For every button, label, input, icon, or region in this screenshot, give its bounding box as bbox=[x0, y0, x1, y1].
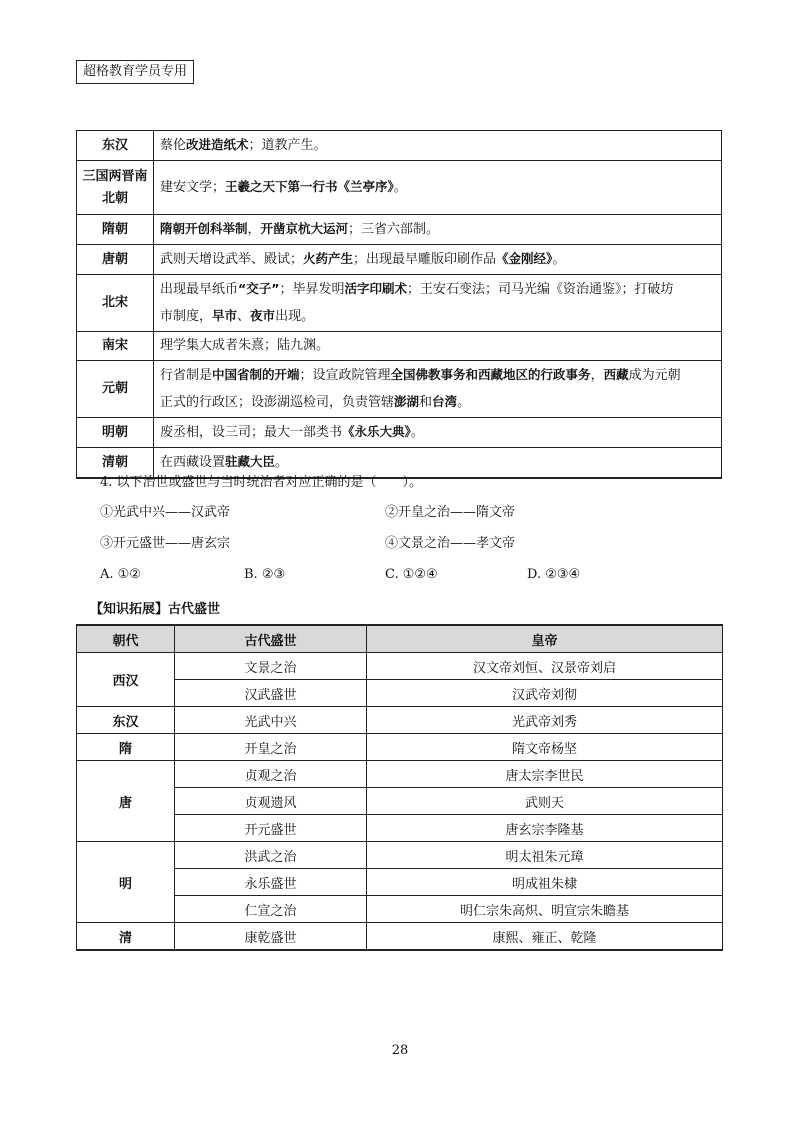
emphasis-text: 开凿京杭大运河 bbox=[260, 221, 349, 236]
dynasty-cell: 西汉 bbox=[77, 653, 175, 707]
emperor-cell: 唐玄宗李隆基 bbox=[367, 815, 723, 842]
achievement-text: 。 bbox=[410, 425, 424, 440]
achievement-text: ；道教产生。 bbox=[248, 138, 327, 153]
column-header-golden-age: 古代盛世 bbox=[175, 625, 367, 653]
achievement-line bbox=[160, 174, 715, 201]
table-row bbox=[77, 707, 723, 734]
question-item: ①光武中兴——汉武帝 bbox=[100, 505, 231, 520]
emphasis-text: 夜市 bbox=[250, 308, 276, 323]
golden-age-cell: 洪武之治 bbox=[175, 842, 367, 869]
emperor-cell: 武则天 bbox=[367, 788, 723, 815]
header-tag: 超格教育学员专用 bbox=[76, 60, 194, 84]
dynasty-cell: 南宋 bbox=[77, 332, 154, 361]
emperor-cell: 光武帝刘秀 bbox=[367, 707, 723, 734]
ancient-golden-ages-table bbox=[76, 624, 723, 951]
emphasis-text: 西藏 bbox=[603, 367, 629, 382]
achievement-line bbox=[160, 132, 715, 159]
section-title: 【知识拓展】古代盛世 bbox=[90, 602, 221, 617]
question-item: ④文景之治——孝文帝 bbox=[385, 536, 516, 551]
achievement-text: 。 bbox=[393, 180, 407, 195]
dynasty-cell: 元朝 bbox=[77, 361, 154, 418]
dynasty-cell: 隋朝 bbox=[77, 215, 154, 245]
emperor-cell: 汉武帝刘彻 bbox=[367, 680, 723, 707]
achievement-text: ；三省六部制。 bbox=[348, 222, 440, 237]
achievement-cell bbox=[154, 332, 722, 361]
answer-choice-c: C. ①②④ bbox=[385, 567, 438, 582]
achievement-text: ；毕昇发明 bbox=[279, 282, 345, 297]
achievement-line bbox=[160, 276, 715, 303]
golden-age-cell: 贞观之治 bbox=[175, 761, 367, 788]
dynasty-cell: 北宋 bbox=[77, 275, 154, 332]
achievement-line bbox=[160, 419, 715, 446]
achievement-text: 行省制是 bbox=[160, 368, 213, 383]
table-row bbox=[77, 842, 723, 869]
question-item: ③开元盛世——唐玄宗 bbox=[100, 536, 231, 551]
emphasis-text: 澎湖 bbox=[394, 394, 420, 409]
table-row bbox=[77, 761, 723, 788]
table-row bbox=[77, 215, 722, 245]
golden-age-cell: 开元盛世 bbox=[175, 815, 367, 842]
achievement-text: ；王安石变法；司马光编《资治通鉴》；打破坊 bbox=[406, 282, 674, 297]
emperor-cell: 唐太宗李世民 bbox=[367, 761, 723, 788]
achievement-text: 建安文学； bbox=[160, 180, 226, 195]
achievement-text: 在西藏设置 bbox=[160, 455, 226, 470]
emperor-cell: 明仁宗朱高炽、明宣宗朱瞻基 bbox=[367, 896, 723, 923]
achievement-line bbox=[160, 216, 715, 243]
table-row bbox=[77, 161, 722, 215]
golden-age-cell: 开皇之治 bbox=[175, 734, 367, 761]
emphasis-text: 《金刚经》 bbox=[496, 251, 553, 266]
dynasty-cell: 清 bbox=[77, 923, 175, 951]
dynasty-cell: 明朝 bbox=[77, 418, 154, 448]
answer-choice-a: A. ①② bbox=[100, 567, 141, 582]
emphasis-text: 隋朝开创科举制 bbox=[160, 221, 248, 236]
table-row bbox=[77, 734, 723, 761]
achievement-text: 成为元朝 bbox=[628, 368, 681, 383]
dynasty-cell: 唐 bbox=[77, 761, 175, 842]
achievement-text: ；设宣政院管理 bbox=[299, 368, 391, 383]
table-row bbox=[77, 245, 722, 275]
table-row bbox=[77, 361, 722, 418]
emphasis-text: 《永乐大典》 bbox=[342, 424, 411, 439]
emperor-cell: 明太祖朱元璋 bbox=[367, 842, 723, 869]
achievement-line bbox=[160, 333, 715, 359]
achievement-cell bbox=[154, 418, 722, 448]
achievement-text: 市制度， bbox=[160, 309, 213, 324]
emphasis-text: 早市 bbox=[212, 308, 238, 323]
table-row bbox=[77, 332, 722, 361]
emphasis-text: 全国佛教事务和西藏地区的行政事务 bbox=[390, 367, 591, 382]
achievement-text: 正式的行政区；设澎湖巡检司，负责管辖 bbox=[160, 395, 395, 410]
achievement-text: 。 bbox=[275, 455, 289, 470]
achievement-line bbox=[160, 389, 715, 416]
golden-age-cell: 仁宣之治 bbox=[175, 896, 367, 923]
achievement-text: 和 bbox=[419, 395, 433, 410]
emphasis-text: 驻藏大臣 bbox=[225, 454, 276, 469]
column-header-emperor: 皇帝 bbox=[367, 625, 723, 653]
dynasty-cell: 东汉 bbox=[77, 707, 175, 734]
page-number: 28 bbox=[391, 1043, 409, 1058]
dynasty-cell: 隋 bbox=[77, 734, 175, 761]
emphasis-text: 台湾 bbox=[432, 394, 458, 409]
achievement-text: 。 bbox=[457, 395, 471, 410]
achievement-text: 蔡伦 bbox=[160, 138, 187, 153]
answer-choice-b: B. ②③ bbox=[244, 567, 286, 582]
dynasty-achievements-table bbox=[76, 130, 722, 479]
emphasis-text: 火药产生 bbox=[303, 251, 354, 266]
achievement-text: 武则天增设武举、殿试； bbox=[160, 252, 304, 267]
dynasty-cell: 三国两晋南北朝 bbox=[77, 161, 154, 215]
achievement-text: ， bbox=[247, 222, 261, 237]
table-row bbox=[77, 923, 723, 951]
table-row bbox=[77, 418, 722, 448]
answer-choice-d: D. ②③④ bbox=[527, 567, 581, 582]
achievement-cell bbox=[154, 131, 722, 161]
achievement-line bbox=[160, 362, 715, 389]
achievement-text: ；出现最早雕版印刷作品 bbox=[353, 252, 497, 267]
question-stem: 4. 以下治世或盛世与当时统治者对应正确的是（ ）。 bbox=[100, 475, 423, 490]
achievement-text: 出现最早纸币 bbox=[160, 282, 239, 297]
question-item: ②开皇之治——隋文帝 bbox=[385, 505, 516, 520]
golden-age-cell: 文景之治 bbox=[175, 653, 367, 680]
achievement-line bbox=[160, 449, 715, 476]
achievement-cell bbox=[154, 245, 722, 275]
achievement-text: 、 bbox=[237, 309, 251, 324]
achievement-line bbox=[160, 303, 715, 330]
column-header-dynasty: 朝代 bbox=[77, 625, 175, 653]
achievement-text: 。 bbox=[552, 252, 566, 267]
golden-age-cell: 汉武盛世 bbox=[175, 680, 367, 707]
table-row bbox=[77, 653, 723, 680]
golden-age-cell: 贞观遗风 bbox=[175, 788, 367, 815]
emphasis-text: “交子” bbox=[238, 281, 280, 296]
emphasis-text: 改进造纸术 bbox=[186, 137, 249, 152]
emperor-cell: 康熙、雍正、乾隆 bbox=[367, 923, 723, 951]
golden-age-cell: 光武中兴 bbox=[175, 707, 367, 734]
achievement-cell bbox=[154, 361, 722, 418]
achievement-cell bbox=[154, 161, 722, 215]
achievement-cell bbox=[154, 215, 722, 245]
emphasis-text: 活字印刷术 bbox=[344, 281, 407, 296]
table-row bbox=[77, 131, 722, 161]
dynasty-cell: 清朝 bbox=[77, 448, 154, 479]
emperor-cell: 明成祖朱棣 bbox=[367, 869, 723, 896]
emperor-cell: 隋文帝杨坚 bbox=[367, 734, 723, 761]
dynasty-cell: 东汉 bbox=[77, 131, 154, 161]
achievement-text: ， bbox=[590, 368, 604, 383]
achievement-cell bbox=[154, 275, 722, 332]
table-row bbox=[77, 275, 722, 332]
achievement-text: 废丞相，设三司；最大一部类书 bbox=[160, 425, 343, 440]
emphasis-text: 王羲之天下第一行书《兰亭序》 bbox=[225, 179, 394, 194]
achievement-line bbox=[160, 246, 715, 273]
dynasty-cell: 唐朝 bbox=[77, 245, 154, 275]
golden-age-cell: 康乾盛世 bbox=[175, 923, 367, 951]
achievement-text: 出现。 bbox=[275, 309, 315, 324]
emphasis-text: 中国省制的开端 bbox=[212, 367, 300, 382]
dynasty-cell: 明 bbox=[77, 842, 175, 923]
emperor-cell: 汉文帝刘恒、汉景帝刘启 bbox=[367, 653, 723, 680]
achievement-text: 理学集大成者朱熹；陆九渊。 bbox=[160, 338, 330, 353]
golden-age-cell: 永乐盛世 bbox=[175, 869, 367, 896]
